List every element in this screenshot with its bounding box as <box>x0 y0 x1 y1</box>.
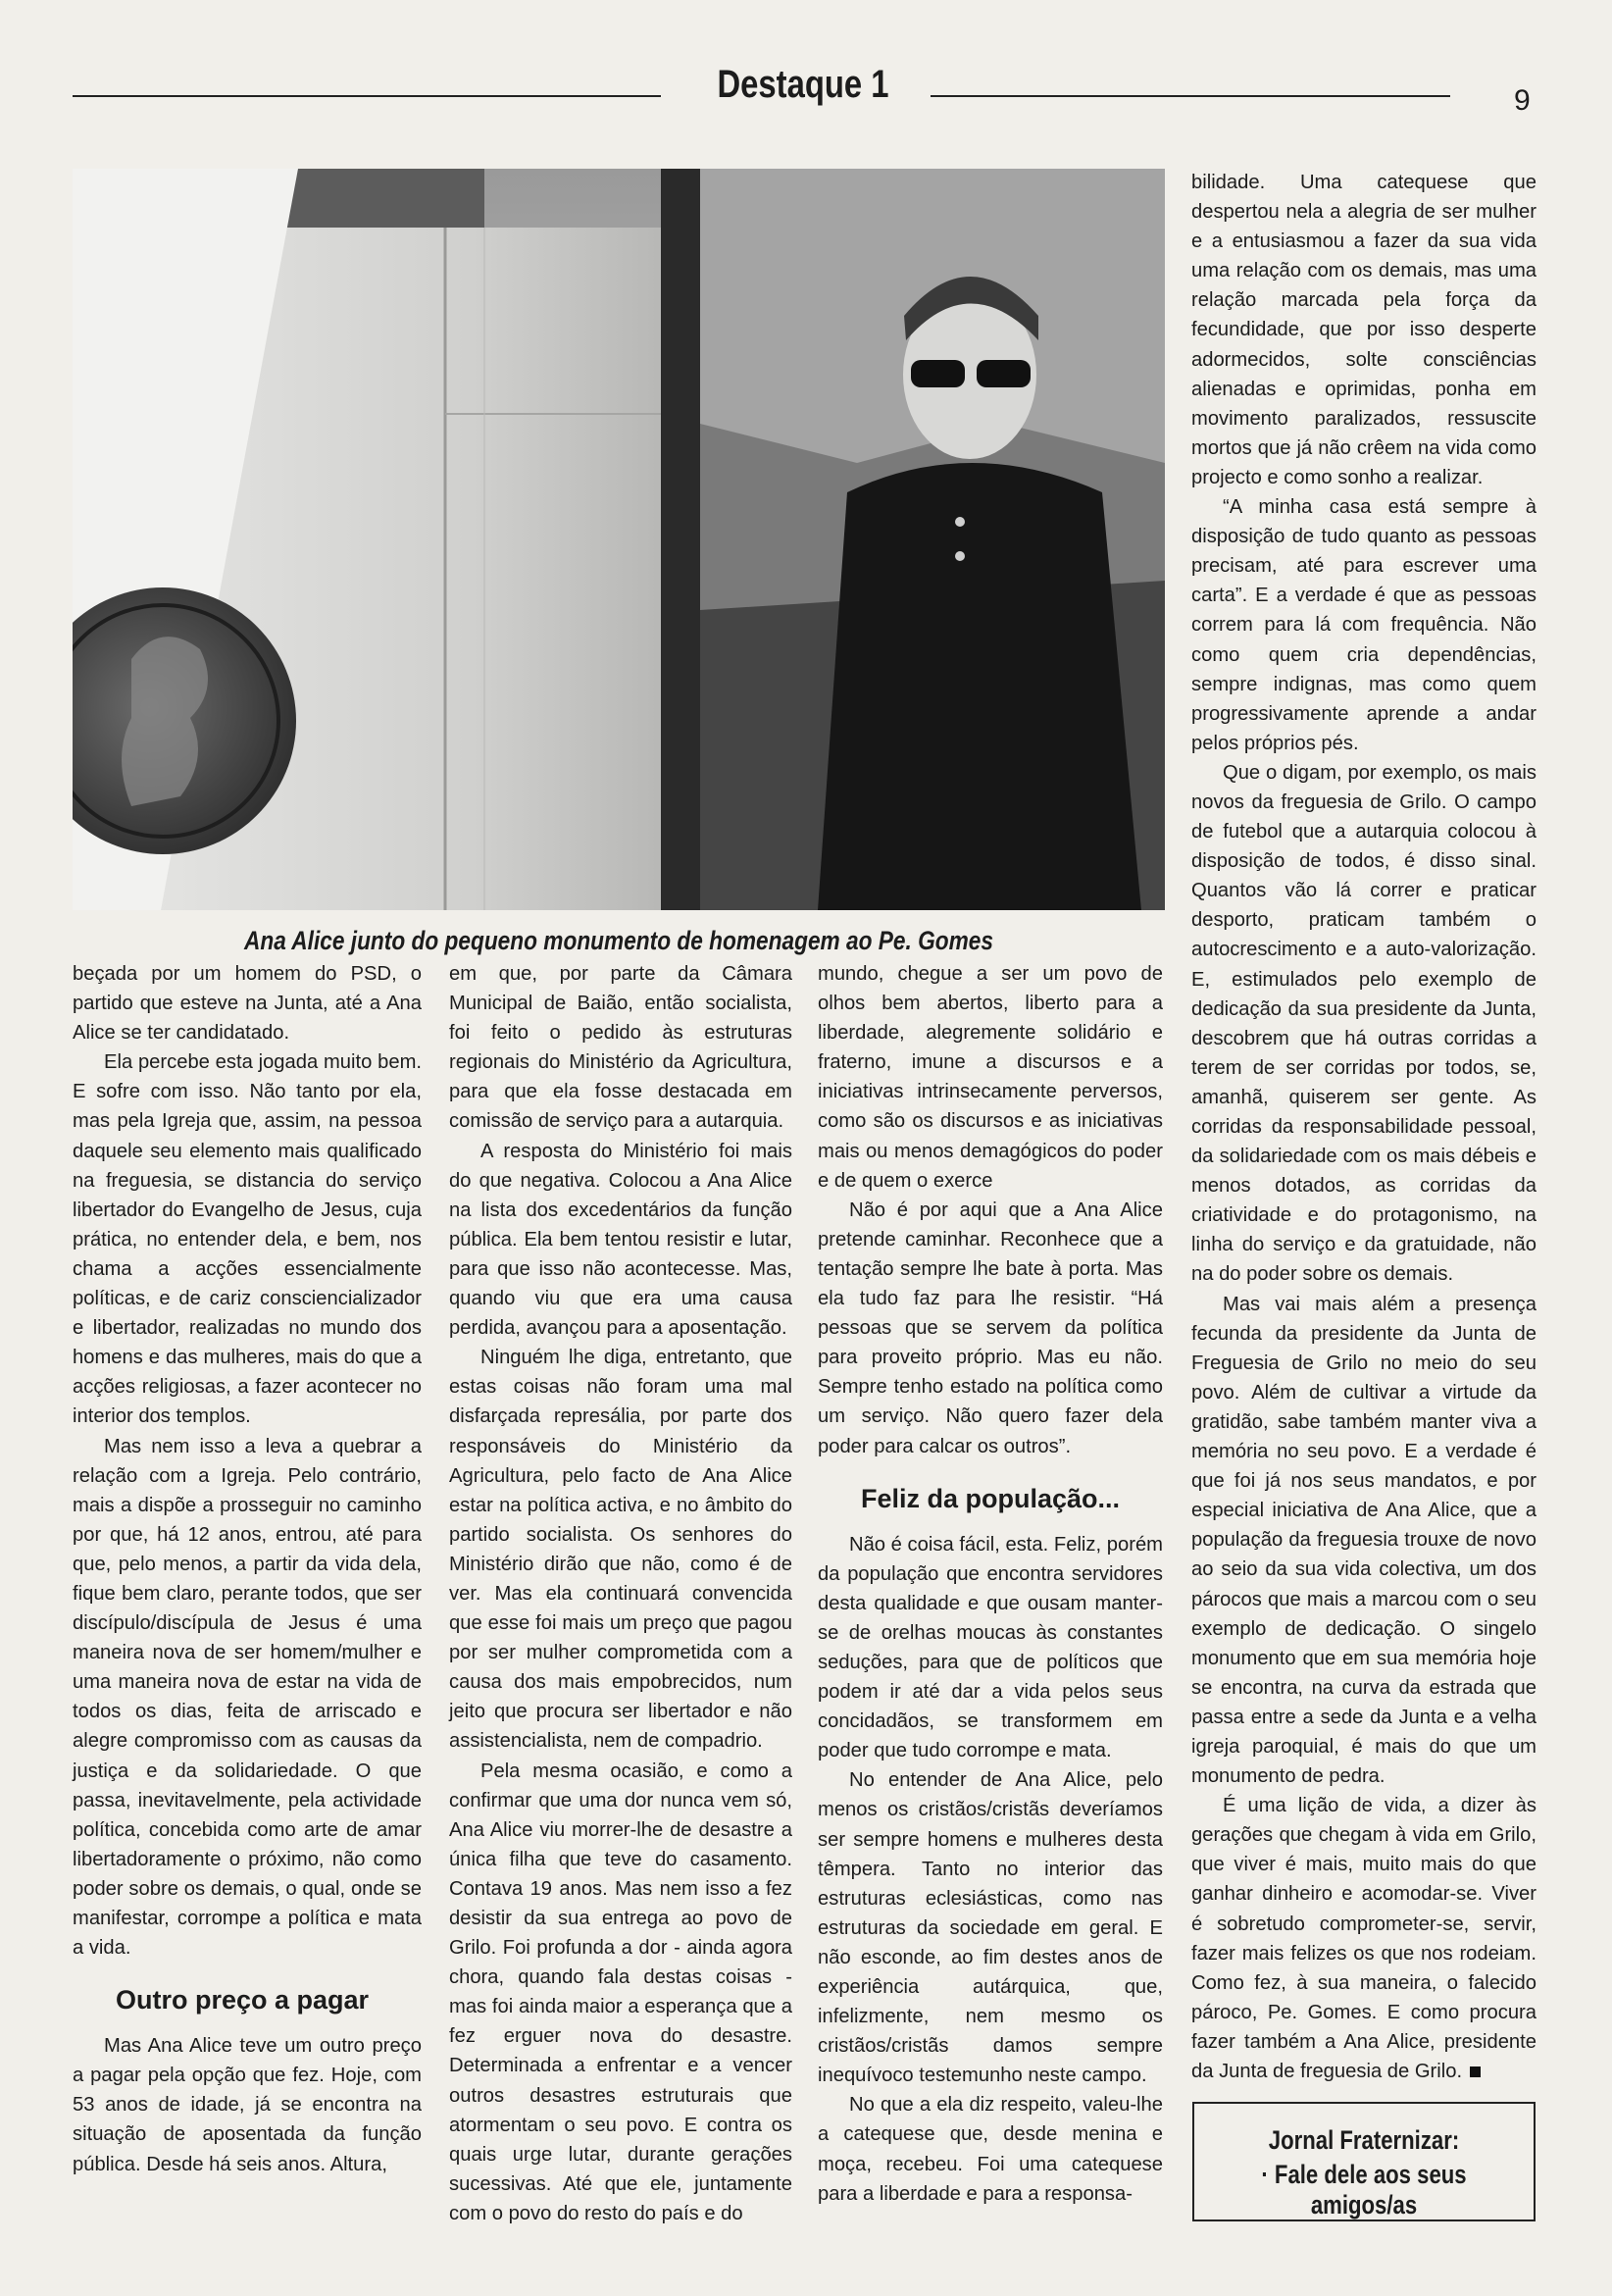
promo-text: · Fale dele aos seus amigos/as <box>1261 2160 1467 2219</box>
article-photo <box>73 169 1165 910</box>
page-number: 9 <box>1514 84 1531 117</box>
paragraph: Mas Ana Alice teve um outro preço a pagar pela opção que fez. Hoje, com 53 anos de idade, já se encontra na situação de aposentada da função pública. Desde há seis anos. Altura, <box>73 2035 422 2175</box>
paragraph: A resposta do Ministério foi mais do que negativa. Colocou a Ana Alice na lista dos excedentários da função pública. Ela bem tentou resistir e lutar, para que isso não acontecesse. Mas, quando viu que era uma causa perdida, avançou para a aposentação. <box>449 1140 792 1340</box>
paragraph: Mas vai mais além a presença fecunda da presidente da Junta de Freguesia de Grilo no meio do seu povo. Além de cultivar a virtude da gratidão, sabe também manter viva a memória no seu povo. E a verdade é que foi já nos seus mandatos, e por especial iniciativa de Ana Alice, que a população da freguesia trouxe de novo ao seio da sua vida colectiva, um dos párocos que mais a marcou com o seu exemplo de dedicação. O singelo monumento que em sua memória hoje se encontra, na curva da estrada que passa entre a sede da Junta e a velha igreja paroquial, é mais do que um monumento de pedra. <box>1191 1293 1536 1788</box>
paragraph: É uma lição de vida, a dizer às gerações que chegam à vida em Grilo, que viver é mais, muito mais do que ganhar dinheiro e acomodar-se. Viver é sobretudo comprometer-se, servir, fazer mais felizes os que nos rodeiam. Como fez, à sua maneira, o falecido pároco, Pe. Gomes. E como procura fazer também a Ana Alice, presidente da Junta de freguesia de Grilo. <box>1191 1795 1536 2082</box>
photo-icon <box>73 169 1165 910</box>
article-column-2 <box>449 959 792 2228</box>
paragraph-last <box>1191 1791 1536 2086</box>
promo-box <box>1192 2102 1536 2221</box>
paragraph: No entender de Ana Alice, pelo menos os cristãos/cristãs deveríamos ser sempre homens e mulheres desta têmpera. Tanto no interior das estruturas eclesiásticas, como nas estruturas da sociedade em geral. E não esconde, ao fim destes anos de experiência autárquica, que, infelizmente, nem mesmo os cristãos/cristãs damos sempre inequívoco testemunho neste campo. <box>818 1769 1163 2087</box>
paragraph: No que a ela diz respeito, valeu-lhe a catequese que, desde menina e moça, recebeu. Foi uma catequese para a liberdade e para a responsa- <box>818 2094 1163 2205</box>
paragraph: Não é por aqui que a Ana Alice pretende caminhar. Reconhece que a tentação sempre lhe bate à porta. Mas ela tudo faz para lhe resistir. “Há pessoas que se servem da política para proveito próprio. Mas eu não. Sempre tenho estado na política como um serviço. Não quero fazer dela poder para calcar os outros”. <box>818 1199 1163 1457</box>
paragraph: Não é coisa fácil, esta. Feliz, porém da população que encontra servidores desta qualidade e que ousam manter-se de orelhas moucas às constantes seduções, para que de políticos que podem ir até dar a vida pelos seus concidadãos, se transformem em poder que tudo corrompe e mata. <box>818 1533 1163 1762</box>
paragraph: Mas nem isso a leva a quebrar a relação com a Igreja. Pelo contrário, mais a dispõe a prosseguir no caminho por que, há 12 anos, entrou, até para que, pelo menos, a partir da vida dela, fique bem claro, perante todos, que ser discípulo/discípula de Jesus é uma maneira nova de ser homem/mulher e uma maneira nova de estar na vida de todos os dias, feita de arriscado e alegre compromisso com as causas da justiça e da solidariedade. O que passa, inevitavelmente, pela actividade política, concebida como arte de amar libertadoramente o próximo, não como poder sobre os demais, o qual, onde se manifestar, corrompe a política e mata a vida. <box>73 1435 422 1960</box>
header-rule-right <box>931 95 1450 97</box>
photo-caption: Ana Alice junto do pequeno monumento de homenagem ao Pe. Gomes <box>243 926 994 955</box>
paragraph: bilidade. Uma catequese que despertou nela a alegria de ser mulher e a entusiasmou a fazer da sua vida uma relação com os demais, mas uma relação marcada pela força da fecundidade, que por isso desperte adormecidos, solte consciências alienadas e oprimidas, ponha em movimento paralizados, ressuscite mortos que já não crêem na vida como projecto e como sonho a realizar. <box>1191 172 1536 488</box>
paragraph: em que, por parte da Câmara Municipal de Baião, então socialista, foi feito o pedido às estruturas regionais do Ministério da Agricultura, para que ela fosse destacada em comissão de serviço para a autarquia. <box>449 963 792 1133</box>
article-column-3 <box>818 959 1163 2209</box>
article-column-4 <box>1191 168 1536 2086</box>
paragraph: Que o digam, por exemplo, os mais novos da freguesia de Grilo. O campo de futebol que a autarquia colocou à disposição de todos, é disso sinal. Quantos vão lá correr e praticar desporto, praticam também o autocrescimento e a auto-valorização. E, estimulados pelo exemplo de dedicação da sua presidente da Junta, descobrem que há outras corridas a terem de ser corridas por todos, se, amanhã, quiserem ser gente. As corridas da responsabilidade pessoal, da solidariedade com os mais débeis e menos dotados, as corridas da criatividade e do protagonismo, na linha do serviço e da gratuidade, não na do poder sobre os demais. <box>1191 761 1536 1286</box>
paragraph: Ela percebe esta jogada muito bem. E sofre com isso. Não tanto por ela, mas pela Igreja que, assim, na pessoa daquele seu elemento mais qualificado na freguesia, se distancia do serviço libertador do Evangelho de Jesus, cuja prática, no entender dela, e bem, nos chama a acções essencialmente políticas, e de cariz consciencializador e libertador, realizadas no mundo dos homens e das mulheres, mais do que a acções religiosas, a fazer acontecer no interior dos templos. <box>73 1051 422 1428</box>
paragraph: Ninguém lhe diga, entretanto, que estas coisas não foram uma mal disfarçada represália, por parte dos responsáveis do Ministério da Agricultura, pelo facto de Ana Alice estar na política activa, e no âmbito do partido socialista. Os senhores do Ministério dirão que não, como é de ver. Mas ela continuará convencida que esse foi mais um preço que pagou por ser mulher comprometida com a causa dos mais empobrecidos, num jeito que procura ser libertador e não assistencialista, nem de compadrio. <box>449 1347 792 1753</box>
subheading: Feliz da população... <box>861 1483 1121 1513</box>
header-rule-left <box>73 95 661 97</box>
section-title: Destaque 1 <box>717 63 889 106</box>
paragraph: “A minha casa está sempre à disposição de tudo quanto as pessoas precisam, até para escrever uma carta”. E a verdade é que as pessoas correm para lá com frequência. Não como quem cria dependências, sempre indignas, mas como quem progressivamente aprende a andar pelos próprios pés. <box>1191 496 1536 754</box>
page-header <box>73 63 1543 122</box>
end-of-article-icon <box>1470 2066 1481 2077</box>
article-column-1 <box>73 959 422 2179</box>
paragraph: beçada por um homem do PSD, o partido que esteve na Junta, até a Ana Alice se ter candidatado. <box>73 963 422 1045</box>
subheading: Outro preço a pagar <box>116 1985 370 2015</box>
promo-title: Jornal Fraternizar: <box>1268 2125 1460 2155</box>
paragraph: Pela mesma ocasião, e como a confirmar que uma dor nunca vem só, Ana Alice viu morrer-lhe de desastre a única filha que teve do casamento. Contava 19 anos. Mas nem isso a fez desistir da sua entrega ao povo de Grilo. Foi profunda a dor - ainda agora chora, quando fala destas coisas - mas foi ainda maior a esperança que a fez erguer nova do desastre. Determinada a enfrentar e a vencer outros desastres estruturais que atormentam o seu povo. E contra os quais urge lutar, durante gerações sucessivas. Até que ele, juntamente com o povo do resto do país e do <box>449 1760 792 2224</box>
paragraph: mundo, chegue a ser um povo de olhos bem abertos, liberto para a liberdade, alegremente solidário e fraterno, imune a discursos e a iniciativas intrinsecamente perversos, como são os discursos e as iniciativas mais ou menos demagógicos do poder e de quem o exerce <box>818 963 1163 1192</box>
